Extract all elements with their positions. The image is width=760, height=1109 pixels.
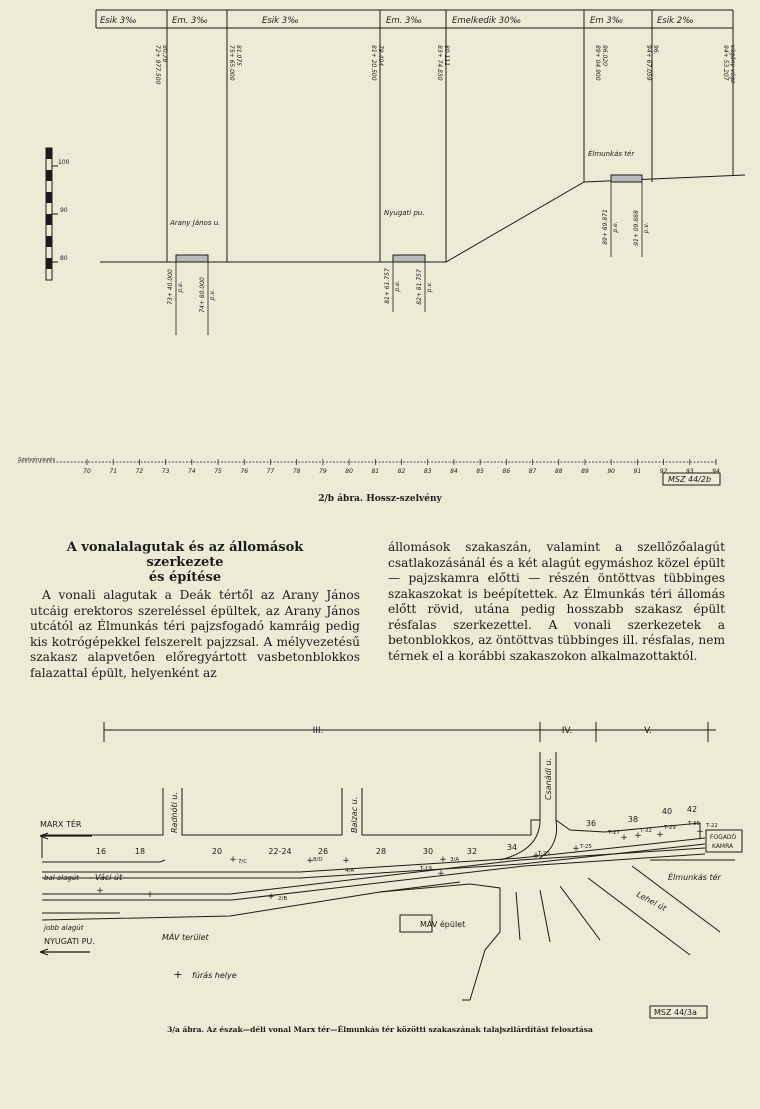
chainage-label: 94+ 67.059: [645, 45, 652, 81]
borehole-marker: +: [96, 886, 104, 896]
station-platform: [176, 255, 208, 262]
plan-caption: 3/a ábra. Az észak—déli vonal Marx tér—Élmunkás tér közötti szakaszának talajszilárdítási felosztása: [167, 1025, 593, 1034]
section-ruler: [104, 722, 716, 742]
house-number: 28: [375, 847, 387, 856]
szelveny-tick-label: 84: [450, 468, 458, 475]
chainage-label: 94+ 53.207: [722, 45, 729, 81]
plan-map: [0, 710, 760, 1050]
borehole-label: T-19: [420, 866, 432, 872]
gradient-label: Em. 3‰: [172, 16, 208, 26]
szelveny-tick-label: 77: [266, 468, 275, 475]
szelveny-tick-label: 71: [109, 468, 118, 475]
chainage-code: p.e.: [177, 281, 184, 293]
gradient-label: Esik 3‰: [100, 16, 137, 26]
chainage-code: p.e.: [394, 280, 401, 292]
longitudinal-profile: [0, 0, 760, 490]
borehole-marker: +: [656, 830, 664, 840]
szelveny-tick-label: 81: [371, 468, 380, 475]
chainage-label: 89+ 04.900: [594, 45, 601, 81]
left-arrow-icon: [40, 949, 90, 955]
szelveny-tick-label: 89: [581, 468, 589, 475]
street-name: Váci út: [95, 873, 123, 882]
borehole-marker: +: [532, 851, 540, 861]
szelveny-tick-label: 72: [135, 468, 144, 475]
szelveny-tick-label: 87: [528, 468, 537, 475]
borehole-label: T-29: [664, 825, 676, 831]
figure-code: MSZ 44/2b: [668, 475, 712, 484]
station-name: Arany János u.: [170, 219, 221, 227]
chainage-code: p.e.: [612, 221, 619, 233]
szelveny-tick-label: 88: [554, 468, 563, 475]
scale-label: 90: [60, 207, 68, 214]
borehole-markers: [96, 827, 704, 902]
szelveny-tick-label: 79: [319, 468, 327, 475]
house-number: 22-24: [268, 847, 292, 856]
elevation-label: 80.79: [161, 45, 168, 63]
nyugati-label: NYUGATI PU.: [44, 937, 95, 946]
borehole-marker: +: [229, 855, 237, 865]
chainage-label: 91+ 09.888: [633, 210, 640, 246]
station-name: Élmunkás tér: [588, 150, 635, 158]
house-number: 20: [211, 847, 223, 856]
left-arrow-icon: [40, 833, 92, 839]
szelveny-tick-label: 82: [397, 468, 406, 475]
chainage-label: 73+ 40.000: [167, 269, 174, 305]
profile-caption: 2/b ábra. Hossz-szelvény: [318, 494, 442, 504]
borehole-marker: +: [620, 833, 628, 843]
chainage-code: p.v.: [426, 281, 433, 293]
building-outlines: [42, 752, 700, 862]
house-number: 36: [585, 819, 597, 828]
article-column-1: [30, 588, 360, 681]
borehole-marker: +: [146, 890, 154, 900]
chainage-label: 81+ 61.757: [384, 268, 391, 304]
section-label: III.: [312, 726, 324, 736]
article-column-2: [388, 540, 725, 664]
chainage-label: 81+ 20.500: [370, 45, 377, 81]
section-label: IV.: [561, 726, 573, 736]
szelveny-tick-label: 80: [345, 468, 353, 475]
borehole-marker: +: [267, 892, 275, 902]
szelveny-tick-label: 90: [607, 468, 615, 475]
chainage-label: 72+ 977.500: [154, 45, 161, 85]
chainage-label: 75+ 65.000: [228, 45, 235, 81]
chainage-label: 89+ 89.871: [602, 209, 609, 245]
house-number: 18: [134, 847, 146, 856]
section-label: V.: [644, 726, 652, 736]
street-name: Csanádi u.: [544, 757, 553, 800]
house-number: 30: [422, 847, 434, 856]
borehole-marker: +: [572, 844, 580, 854]
figure-code: MSZ 44/3a: [654, 1008, 697, 1017]
station-name: Nyugati pu.: [384, 209, 425, 217]
end-label: vágány vége: [729, 45, 736, 84]
elevation-label: 96.020: [601, 45, 608, 66]
borehole-marker: +: [634, 831, 642, 841]
borehole-marker: +: [696, 827, 704, 837]
legend-label: fúrás helye: [192, 971, 237, 980]
szelveny-tick-label: 83: [423, 468, 432, 475]
chainage-label: 74+ 80.000: [199, 277, 206, 313]
gradient-label: Esik 2‰: [657, 16, 694, 26]
borehole-label: 4/A: [345, 868, 355, 874]
gradient-label: Em. 3‰: [386, 16, 422, 26]
elevation-label: 80.111: [443, 45, 450, 66]
street-name: Radnóti u.: [170, 791, 179, 833]
scale-label: 80: [60, 255, 68, 262]
borehole-label: T-25: [580, 844, 592, 850]
borehole-label: 8/D: [313, 857, 323, 863]
borehole-label: T-35: [688, 821, 700, 827]
scale-label: 100: [58, 159, 70, 166]
mav-epulet-label: MÁV épület: [420, 920, 466, 929]
szelveny-tick-label: 86: [502, 468, 511, 475]
borehole-label: T-32: [640, 828, 652, 834]
house-number: 34: [506, 843, 518, 852]
street-name: Élmunkás tér: [668, 873, 721, 882]
borehole-label: T-23: [538, 851, 550, 857]
house-number: 40: [661, 807, 673, 816]
szelveny-tick-label: 93: [685, 468, 694, 475]
station-platform: [393, 255, 425, 262]
elevation-label: 79.404: [377, 45, 384, 66]
marx-ter-label: MARX TÉR: [40, 820, 82, 829]
house-number: 38: [627, 815, 639, 824]
elevation-label: 81.075: [235, 45, 242, 66]
szelveny-tick-label: 74: [188, 468, 196, 475]
szelveny-label: Szelvényezés: [18, 457, 56, 463]
szelveny-ticks: [83, 459, 720, 475]
house-number: 32: [466, 847, 478, 856]
borehole-marker: +: [437, 869, 445, 879]
chainage-label: 83+ 74.830: [436, 45, 443, 81]
chainage-label: 82+ 81.757: [416, 269, 423, 305]
heading-line: A vonalalagutak és az állomások szerkezete: [66, 540, 304, 570]
szelveny-tick-label: 76: [240, 468, 249, 475]
street-name: Balzac u.: [350, 796, 359, 833]
szelveny-tick-label: 94: [712, 468, 720, 475]
fogado-kamra-label: FOGADÓ: [710, 834, 737, 841]
house-number: 16: [95, 847, 107, 856]
szelveny-tick-label: 70: [83, 468, 91, 475]
gradient-label: Esik 3‰: [262, 16, 299, 26]
borehole-label: T-22: [706, 823, 718, 829]
gradient-label: Emelkedik 30‰: [452, 16, 522, 26]
borehole-marker: +: [306, 856, 314, 866]
szelveny-tick-label: 92: [659, 468, 668, 475]
borehole-marker: +: [342, 856, 350, 866]
elevation-label: 96.: [652, 45, 659, 55]
chainage-code: p.v.: [643, 222, 650, 234]
szelveny-tick-label: 75: [214, 468, 222, 475]
gradient-label: Em 3‰: [590, 16, 624, 26]
chainage-code: p.v.: [209, 289, 216, 301]
szelveny-tick-label: 85: [476, 468, 484, 475]
borehole-label: 7/C: [238, 859, 248, 865]
house-number: 42: [686, 805, 698, 814]
street-name: Lehel út: [635, 889, 668, 913]
house-number: 26: [317, 847, 329, 856]
borehole-label: 3/A: [450, 857, 460, 863]
borehole-legend-icon: +: [173, 968, 183, 981]
szelveny-tick-label: 91: [633, 468, 642, 475]
paragraph: A vonali alagutak a Deák tértől az Arany János utcáig erektoros szereléssel épültek, az Arany János utcától az Élmunkás téri pajzsfogadó kamráig pedig kis kotrógépekkel felszerelt pajzzsal. A mélyvezetésű szakasz alapvetően előregyártott vasbetonblokkos falazattal épült, helyenként az: [30, 588, 360, 680]
borehole-marker: +: [439, 855, 447, 865]
paragraph: állomások szakaszán, valamint a szellőzőalagút csatlakozásánál és a két alagút egymáshoz közel épült — pajzskamra előtti — részén öntöttvas tübbinges szakaszokat is beépítettek. Az Élmunkás téri állomás előtt rövid, utána pedig hosszabb szakasz épült résfalas szerkezettel. A vonali szerkezetek a betonblokkos, az öntöttvas tübbinges ill. résfalas, nem térnek el a korábbi szakaszokon alkalmazottaktól.: [388, 540, 725, 663]
mav-terulet-label: MÁV terület: [162, 933, 209, 942]
heading-line: és építése: [148, 570, 222, 585]
borehole-label: 2/B: [278, 896, 288, 902]
jobb-alagut-label: jobb alagút: [44, 924, 84, 932]
szelveny-tick-label: 78: [292, 468, 301, 475]
station-platform: [611, 175, 642, 182]
fogado-kamra-label: KAMRA: [712, 843, 734, 850]
szelveny-tick-label: 73: [161, 468, 170, 475]
vertical-scale-bar: [46, 148, 70, 280]
bal-alagut-label: bal alagút: [44, 874, 80, 882]
article-heading: [30, 540, 340, 585]
borehole-label: T-27: [608, 830, 620, 836]
